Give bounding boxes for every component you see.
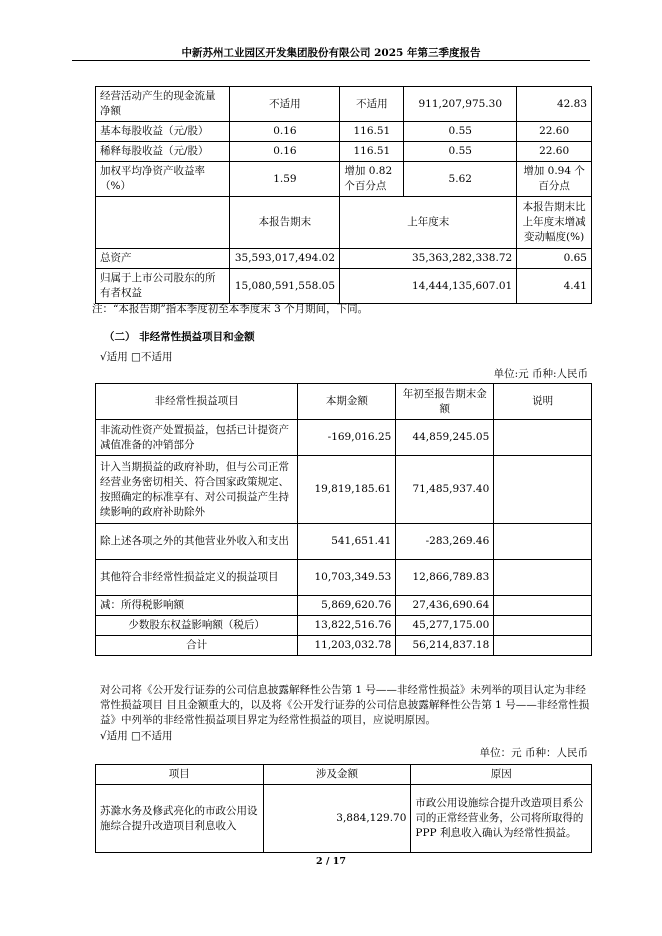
applicable-checkbox-2: √适用 □不适用 [100, 730, 173, 742]
table-header-row [96, 765, 592, 785]
row-label: 少数股东权益影响额（税后） [96, 616, 298, 636]
table-cell: 541,651.41 [298, 524, 396, 560]
table-cell: 0.16 [230, 122, 340, 142]
row-label: 非流动性资产处置损益，包括已计提资产减值准备的冲销部分 [96, 420, 298, 456]
key-indicators-table [95, 86, 592, 304]
table-cell: 44,859,245.05 [396, 420, 494, 456]
row-label: 除上述各项之外的其他营业外收入和支出 [96, 524, 298, 560]
table-cell: 14,444,135,607.01 [340, 269, 517, 304]
row-label: 稀释每股收益（元/股） [96, 142, 230, 162]
table-row [96, 87, 592, 122]
table-cell: 0.65 [517, 249, 592, 269]
table-cell: 不适用 [230, 87, 340, 122]
table-row [96, 122, 592, 142]
table-cell: -169,016.25 [298, 420, 396, 456]
table-row [96, 596, 592, 616]
table-cell: 12,866,789.83 [396, 560, 494, 596]
table-cell [494, 616, 592, 636]
table-cell: 42.83 [517, 87, 592, 122]
table-cell [494, 524, 592, 560]
table-cell [494, 596, 592, 616]
column-header: 项目 [96, 765, 264, 785]
table-row [96, 456, 592, 524]
table-cell: 45,277,175.00 [396, 616, 494, 636]
table-cell: 10,703,349.53 [298, 560, 396, 596]
column-header: 本报告期末比上年度末增减变动幅度(%) [517, 197, 592, 249]
row-label: 加权平均净资产收益率（%） [96, 162, 230, 197]
table-cell: 71,485,937.40 [396, 456, 494, 524]
table-row [96, 142, 592, 162]
table-cell: 5.62 [404, 162, 517, 197]
column-header: 非经常性损益项目 [96, 384, 298, 420]
table-row [96, 524, 592, 560]
table-row [96, 560, 592, 596]
column-header: 涉及金额 [263, 765, 411, 785]
table-cell: 市政公用设施综合提升改造项目系公司的正常经营业务，公司将所取得的 PPP 利息收入确认为经常性损益。 [411, 785, 592, 853]
non-recurring-table [95, 383, 592, 656]
row-label: 总资产 [96, 249, 230, 269]
column-header: 本报告期末 [230, 197, 340, 249]
table-cell: 15,080,591,558.05 [230, 269, 340, 304]
table-cell: -283,269.46 [396, 524, 494, 560]
unit-label-2: 单位：元 币种：人民币 [479, 747, 588, 759]
row-label: 苏滁水务及修武亮化的市政公用设施综合提升改造项目利息收入 [96, 785, 264, 853]
row-label: 经营活动产生的现金流量净额 [96, 87, 230, 122]
table-row [96, 420, 592, 456]
table-cell: 116.51 [340, 122, 404, 142]
table-cell: 22.60 [517, 122, 592, 142]
table-cell: 1.59 [230, 162, 340, 197]
table-row [96, 636, 592, 656]
table-cell [494, 636, 592, 656]
recurring-items-table [95, 764, 592, 853]
table-row [96, 785, 592, 853]
table-row [96, 249, 592, 269]
table-cell: 4.41 [517, 269, 592, 304]
table-cell: 11,203,032.78 [298, 636, 396, 656]
table-cell: 0.55 [404, 122, 517, 142]
explanation-paragraph: 对公司将《公开发行证券的公司信息披露解释性公告第 1 号——非经常性损益》未列举的项目认定为非经常性损益项目 目且金额重大的，以及将《公开发行证券的公司信息披露解释性公告第 1 号——非经常性损益》中列举的非经常性损益项目界定为经常性损益的项目，应说明原因。 [100, 684, 590, 726]
table-cell: 增加 0.82 个百分点 [340, 162, 404, 197]
table-cell: 0.55 [404, 142, 517, 162]
unit-label: 单位:元 币种:人民币 [493, 368, 588, 380]
row-label: 归属于上市公司股东的所有者权益 [96, 269, 230, 304]
table-cell [494, 420, 592, 456]
column-header: 年初至报告期末金额 [396, 384, 494, 420]
table-cell: 13,822,516.76 [298, 616, 396, 636]
table-cell: 不适用 [340, 87, 404, 122]
table-cell: 35,363,282,338.72 [340, 249, 517, 269]
row-label: 基本每股收益（元/股） [96, 122, 230, 142]
page-number: 2 / 17 [316, 856, 346, 867]
row-label: 减：所得税影响额 [96, 596, 298, 616]
table-cell: 3,884,129.70 [263, 785, 411, 853]
column-header: 原因 [411, 765, 592, 785]
table-cell [96, 197, 230, 249]
row-label: 其他符合非经常性损益定义的损益项目 [96, 560, 298, 596]
table-row [96, 162, 592, 197]
column-header: 上年度末 [340, 197, 517, 249]
table-cell: 0.16 [230, 142, 340, 162]
table-cell: 22.60 [517, 142, 592, 162]
table-cell: 35,593,017,494.02 [230, 249, 340, 269]
table-cell: 911,207,975.30 [404, 87, 517, 122]
table-header-row [96, 384, 592, 420]
page-header: 中新苏州工业园区开发集团股份有限公司 2025 年第三季度报告 [181, 47, 481, 59]
applicable-checkbox: √适用 □不适用 [100, 351, 173, 363]
table-subheader-row [96, 197, 592, 249]
table-row [96, 616, 592, 636]
table-cell: 116.51 [340, 142, 404, 162]
table-cell [494, 456, 592, 524]
table-cell: 56,214,837.18 [396, 636, 494, 656]
table-cell [494, 560, 592, 596]
section-title: （二） 非经常性损益项目和金额 [104, 331, 255, 343]
column-header: 本期金额 [298, 384, 396, 420]
table-note: 注：“本报告期”指本季度初至本季度末 3 个月期间，下同。 [92, 303, 369, 315]
row-label: 合计 [96, 636, 298, 656]
table-row [96, 269, 592, 304]
column-header: 说明 [494, 384, 592, 420]
table-cell: 5,869,620.76 [298, 596, 396, 616]
table-cell: 27,436,690.64 [396, 596, 494, 616]
table-cell: 增加 0.94 个百分点 [517, 162, 592, 197]
table-cell: 19,819,185.61 [298, 456, 396, 524]
row-label: 计入当期损益的政府补助，但与公司正常经营业务密切相关、符合国家政策规定、按照确定的标准享有、对公司损益产生持续影响的政府补助除外 [96, 456, 298, 524]
header-rule [72, 60, 590, 61]
